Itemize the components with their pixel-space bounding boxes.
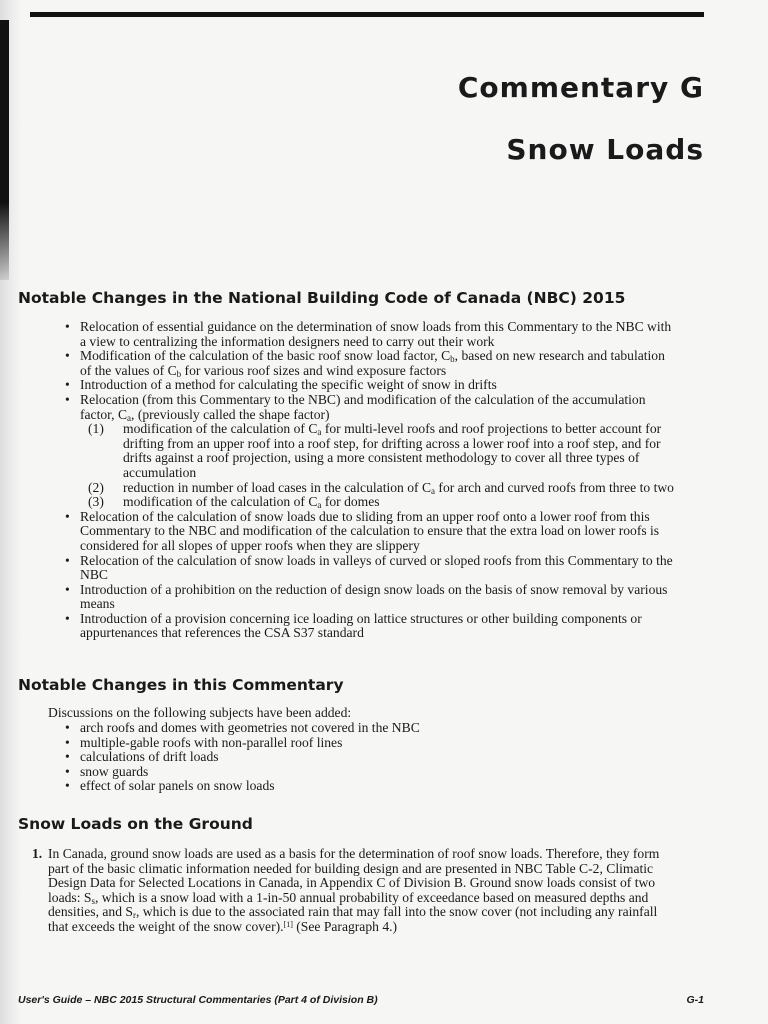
footer-title: User's Guide – NBC 2015 Structural Commentaries (Part 4 of Division B) <box>18 994 378 1006</box>
list-item: • Relocation (from this Commentary to the NBC) and modification of the calculation of the accumulation factor, $C_a$, (previously called the shape factor) (1) modification of the calculation of $C_a$ for multi-level roofs and roof projections to better account for drifting from an upper roof into a roof step, for drifting across a lower roof into a roof step, and for drifts against a roof projection, using a more consistent methodology to cover all three types of accumulation (2) reduction in number of load cases in the calculation of $C_a$ for arch and curved roofs from three to two (3) modification of the calculation of $C_a$ for domes <box>64 393 674 510</box>
page-subtitle: Snow Loads <box>506 133 704 166</box>
paragraph-text: In Canada, ground snow loads are used as a basis for the determination of roof snow loads. Therefore, they form part of the basic climatic information needed for building design and are presented in NBC Table C-2, Climatic Design Data for Selected Locations in Canada, in Appendix C of Division B. Ground snow loads consist of two loads: $S_s$, which is a snow load with a 1-in-50 annual probability of exceedance based on measured depths and densities, and $S_r$, which is due to the associated rain that may fall into the snow cover (not including any rainfall that exceeds the weight of the snow cover).[1] (See Paragraph 4.) <box>48 846 660 934</box>
page-number: G-1 <box>686 994 704 1006</box>
commentary-changes-list <box>64 721 420 794</box>
paragraph-number: 1. <box>32 846 43 861</box>
list-item: • Introduction of a method for calculating the specific weight of snow in drifts <box>64 378 674 393</box>
list-item: • Relocation of the calculation of snow loads in valleys of curved or sloped roofs from this Commentary to the NBC <box>64 554 674 583</box>
nbc-changes-list <box>64 320 674 641</box>
list-item: • Relocation of the calculation of snow loads due to sliding from an upper roof onto a lower roof from this Commentary to the NBC and modification of the calculation to ensure that the extra load on lower roofs is considered for all slopes of upper roofs when they are slippery <box>64 510 674 554</box>
list-item: • multiple-gable roofs with non-parallel roof lines <box>64 736 420 751</box>
sub-list-item: (3) modification of the calculation of $C_a$ for domes <box>88 494 380 511</box>
list-item: • Introduction of a prohibition on the reduction of design snow loads on the basis of snow removal by various means <box>64 583 674 612</box>
paragraph-1 <box>32 847 672 935</box>
section-heading-commentary-changes: Notable Changes in this Commentary <box>18 676 344 694</box>
list-item: • calculations of drift loads <box>64 750 420 765</box>
section-heading-ground-snow: Snow Loads on the Ground <box>18 815 253 833</box>
sub-list-item: (1) modification of the calculation of $C_a$ for multi-level roofs and roof projections to better account for drifting from an upper roof into a roof step, for drifting across a lower roof into a roof step, and for drifts against a roof projection, using a more consistent methodology to cover all three types of accumulation <box>88 421 662 480</box>
reference-marker[interactable]: [1] <box>283 919 293 929</box>
title-block <box>458 70 704 168</box>
sub-list <box>80 422 674 510</box>
list-item: • snow guards <box>64 765 420 780</box>
list-item: • arch roofs and domes with geometries not covered in the NBC <box>64 721 420 736</box>
page-title: Commentary G <box>457 71 704 104</box>
list-item: • Relocation of essential guidance on the determination of snow loads from this Commentary to the NBC with a view to centralizing the information designers need to carry out their work <box>64 320 674 349</box>
section-heading-nbc-changes: Notable Changes in the National Building Code of Canada (NBC) 2015 <box>18 289 626 307</box>
sub-list-item: (2) reduction in number of load cases in the calculation of $C_a$ for arch and curved roofs from three to two <box>88 479 674 496</box>
binding-shadow <box>0 20 9 280</box>
list-item: • effect of solar panels on snow loads <box>64 779 420 794</box>
list-item: • Introduction of a provision concerning ice loading on lattice structures or other building components or appurtenances that references the CSA S37 standard <box>64 612 674 641</box>
commentary-changes-intro: Discussions on the following subjects have been added: <box>48 705 352 720</box>
list-item: • Modification of the calculation of the basic roof snow load factor, $C_b$, based on new research and tabulation of the values of $C_b$ for various roof sizes and wind exposure factors <box>64 349 674 378</box>
top-rule <box>30 12 704 17</box>
